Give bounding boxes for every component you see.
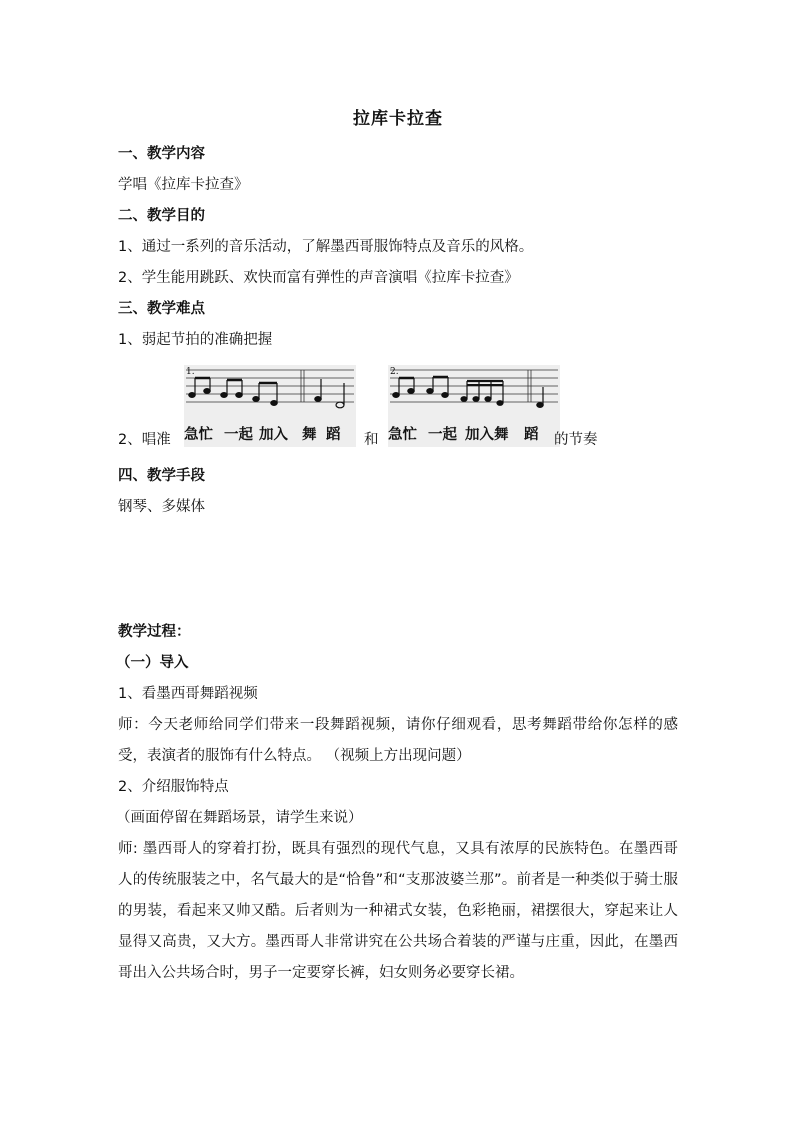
section-3-item-2-prefix: 2、唱准 — [118, 432, 171, 448]
rhythm-score-1 — [184, 365, 356, 447]
score-1-lyric-2: 一起 — [224, 427, 253, 443]
section-1-heading: 一、教学内容 — [118, 146, 205, 162]
score-2-lyric-2: 一起 — [428, 427, 457, 443]
section-1-text: 学唱《拉库卡拉查》 — [118, 177, 249, 193]
process-paragraph-2: 师: 墨西哥人的穿着打扮，既具有强烈的现代气息，又具有浓厚的民族特色。在墨西哥人的传统服装之中，名气最大的是“恰鲁”和“支那波婆兰那”。前者是一种类似于骑士服的男装，看起来又帅又酷。后者则为一种裙式女装，色彩艳丽，裙摆很大，穿起来让人显得又高贵，又大方。墨西哥人非常讲究在公共场合着装的严谨与庄重，因此，在墨西哥出入公共场合时，男子一定要穿长裤，妇女则务必要穿长裙。 — [118, 841, 678, 981]
rhythm-score-2 — [388, 365, 560, 447]
section-3-item-1: 1、弱起节拍的准确把握 — [118, 332, 273, 348]
page-title: 拉库卡拉查 — [353, 109, 443, 129]
score-1-staff — [184, 365, 356, 411]
score-2-lyric-3: 加入舞 — [465, 427, 509, 443]
score-1-number: 1. — [186, 367, 195, 377]
section-3-item-2-and: 和 — [364, 432, 379, 448]
section-3-item-2-suffix: 的节奏 — [554, 432, 598, 448]
section-3-heading: 三、教学难点 — [118, 301, 205, 317]
section-2-heading: 二、教学目的 — [118, 208, 205, 224]
section-4-text: 钢琴、多媒体 — [118, 499, 205, 515]
score-1-lyric-5: 蹈 — [326, 427, 341, 443]
score-1-lyric-4: 舞 — [302, 427, 317, 443]
process-note-2: （画面停留在舞蹈场景，请学生来说） — [116, 810, 363, 826]
score-2-lyric-1: 急忙 — [388, 427, 417, 443]
section-2-item-1: 1、通过一系列的音乐活动，了解墨西哥服饰特点及音乐的风格。 — [118, 239, 534, 255]
process-step-2: 2、介绍服饰特点 — [118, 779, 229, 795]
score-1-lyric-3: 加入 — [259, 427, 288, 443]
process-step-1: 1、看墨西哥舞蹈视频 — [118, 686, 258, 702]
section-2-item-2: 2、学生能用跳跃、欢快而富有弹性的声音演唱《拉库卡拉查》 — [118, 270, 519, 286]
score-1-lyric-1: 急忙 — [184, 427, 213, 443]
process-heading: 教学过程： — [118, 624, 191, 640]
score-2-lyric-4: 蹈 — [524, 427, 539, 443]
process-subheading-1: （一）导入 — [116, 655, 189, 671]
score-2-staff — [388, 365, 560, 411]
section-4-heading: 四、教学手段 — [118, 468, 205, 484]
process-paragraph-1: 师：今天老师给同学们带来一段舞蹈视频，请你仔细观看，思考舞蹈带给你怎样的感受，表演者的服饰有什么特点。 （视频上方出现问题） — [118, 717, 678, 764]
score-2-number: 2. — [390, 367, 399, 377]
